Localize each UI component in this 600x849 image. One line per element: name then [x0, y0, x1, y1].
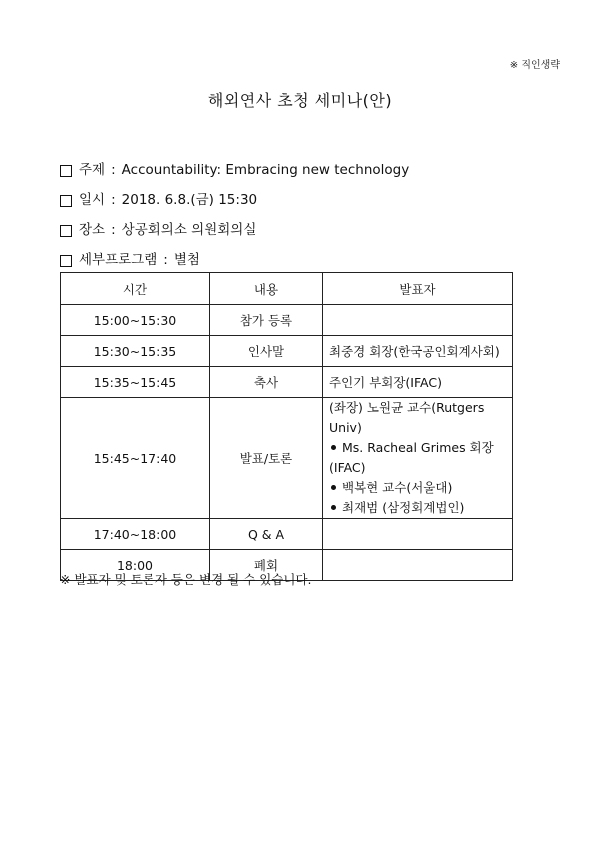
program-table	[60, 272, 513, 581]
cell-speaker	[323, 519, 513, 550]
table-row	[61, 336, 513, 367]
cell-speaker-list	[323, 398, 513, 519]
info-item-place	[60, 215, 409, 245]
info-separator: :	[111, 192, 116, 208]
table-header-row	[61, 273, 513, 305]
info-label: 주제	[79, 162, 106, 178]
cell-time: 15:45~17:40	[61, 398, 210, 519]
cell-content: Q & A	[210, 519, 323, 550]
header-speaker: 발표자	[323, 273, 513, 305]
speaker-name: Ms. Racheal Grimes 회장(IFAC)	[329, 440, 494, 475]
checkbox-square-icon	[60, 225, 72, 237]
cell-content: 참가 등록	[210, 305, 323, 336]
info-value: 2018. 6.8.(금) 15:30	[121, 192, 258, 208]
cell-content: 축사	[210, 367, 323, 398]
cell-speaker: 최중경 회장(한국공인회계사회)	[323, 336, 513, 367]
checkbox-square-icon	[60, 165, 72, 177]
info-item-date	[60, 185, 409, 215]
cell-time: 15:30~15:35	[61, 336, 210, 367]
checkbox-square-icon	[60, 255, 72, 267]
bullet-icon	[331, 445, 336, 450]
table-row	[61, 398, 513, 519]
bullet-icon	[331, 485, 336, 490]
cell-time: 18:00	[61, 550, 210, 581]
speaker-item	[329, 498, 506, 518]
cell-time: 17:40~18:00	[61, 519, 210, 550]
info-separator: :	[163, 252, 168, 268]
document-title: 해외연사 초청 세미나(안)	[207, 91, 393, 110]
cell-content: 인사말	[210, 336, 323, 367]
bullet-icon	[331, 505, 336, 510]
info-separator: :	[111, 162, 116, 178]
cell-content: 폐회	[210, 550, 323, 581]
info-item-topic	[60, 155, 409, 185]
info-item-program	[60, 245, 409, 275]
speaker-item	[329, 438, 506, 478]
cell-time: 15:00~15:30	[61, 305, 210, 336]
header-time: 시간	[61, 273, 210, 305]
info-value: 상공회의소 의원회의실	[121, 222, 257, 238]
info-separator: :	[111, 222, 116, 238]
speaker-chair: (좌장) 노원균 교수(Rutgers Univ)	[329, 400, 485, 435]
cell-speaker: 주인기 부회장(IFAC)	[323, 367, 513, 398]
footnote: ※ 발표자 및 토론자 등은 변경 될 수 있습니다.	[60, 572, 312, 587]
checkbox-square-icon	[60, 195, 72, 207]
table-row	[61, 305, 513, 336]
speaker-name: 최재범 (삼정회계법인)	[342, 500, 465, 515]
info-value: Accountability: Embracing new technology	[121, 162, 410, 178]
cell-speaker	[323, 305, 513, 336]
cell-content: 발표/토론	[210, 398, 323, 519]
cell-time: 15:35~15:45	[61, 367, 210, 398]
info-value: 별첨	[173, 252, 200, 268]
header-content: 내용	[210, 273, 323, 305]
info-label: 장소	[79, 222, 106, 238]
table-row	[61, 367, 513, 398]
info-list	[60, 155, 409, 275]
seal-omitted-note: ※ 직인생략	[509, 60, 560, 71]
speaker-item	[329, 478, 506, 498]
speaker-name: 백복현 교수(서울대)	[342, 480, 453, 495]
cell-speaker	[323, 550, 513, 581]
table-row	[61, 519, 513, 550]
info-label: 일시	[79, 192, 106, 208]
info-label: 세부프로그램	[79, 252, 158, 268]
